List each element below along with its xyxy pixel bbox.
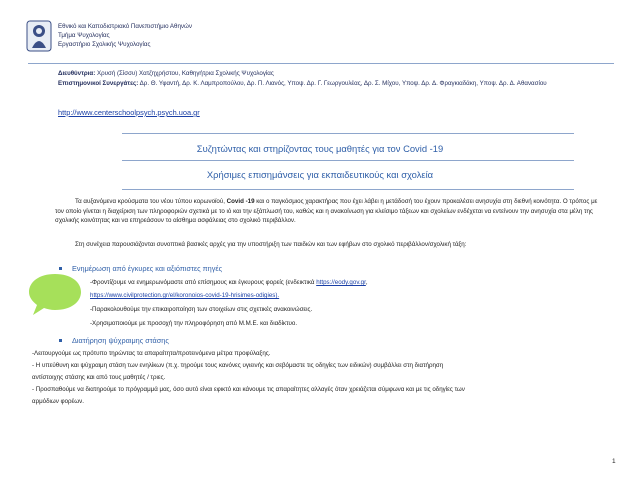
collaborators-value: Δρ. Θ. Υφαντή, Δρ. Κ. Λαμπροπούλου, Δρ. Π. Λιανός, Υποψ. Δρ. Γ. Γεωργουλέας, Δρ. Σ. Μίχου, Υποψ. Δρ. Δ. Φραγκιαδάκη, Υποψ. Δρ. Δ. Αθανασίου — [138, 80, 547, 87]
section2-line-5: αρμόδιων φορέων. — [32, 398, 84, 405]
organization-block — [58, 22, 192, 49]
page-title: Συζητώντας και στηρίζοντας τους μαθητές για τον Covid -19 — [196, 143, 444, 154]
intro-text-1: Τα αυξανόμενα κρούσματα του νέου τύπου κορωνοϊού, — [75, 198, 227, 205]
section2-line-4: - Προσπαθούμε να διατηρούμε το πρόγραμμά μας, όσο αυτό είναι εφικτό και κάνουμε τις απαραίτητες αλλαγές όταν χρειάζεται σύμφωνα και με τις οδηγίες των — [32, 386, 465, 393]
university-logo-icon — [26, 20, 52, 52]
section1-heading-text: Ενημέρωση από έγκυρες και αξιόπιστες πηγές — [72, 264, 223, 273]
section2-line-3: αντίστοιχης στάσης και από τους μαθητές / τριες. — [32, 374, 166, 381]
title-divider-bottom — [122, 189, 574, 190]
civilprotection-link[interactable]: https://www.civilprotection.gr/el/koronoios-covid-19-hrisimes-odigies). — [90, 292, 280, 299]
page-subtitle: Χρήσιμες επισημάνσεις για εκπαιδευτικούς και σχολεία — [206, 169, 434, 180]
intro-covid-bold: Covid -19 — [226, 198, 255, 205]
header-divider — [28, 63, 614, 64]
intro-text-2: και ο παγκόσμιος χαρακτήρας που έχει λάβει η μετάδοσή του έχουν προκαλέσει ανησυχία στη διεθνή κοινότητα. Ο τρόπος με τον οποίο γίνεται η διαχείριση των πληροφοριών σχετικά με το ιό και την εξάπλωσή του, καθώς και η ανακοίνωση για κλείσιμο τάξεων και σχολείων ενδέχεται να εντείνουν την ανησυχία στα μέλη της σχολικής κοινότητας και να επηρεάσουν το αίσθημα ασφάλειας στο σχολικό περιβάλλον. — [55, 198, 598, 225]
title-divider-top — [122, 133, 574, 134]
eody-link[interactable]: https://eody.gov.gr — [316, 279, 366, 286]
director-label: Διευθύντρια: — [58, 70, 96, 77]
org-line-lab: Εργαστήριο Σχολικής Ψυχολογίας — [58, 41, 151, 48]
section2-line-2: - Η υπεύθυνη και ψύχραιμη στάση των ενηλίκων (π.χ. τηρούμε τους κανόνες υγιεινής και σεβόμαστε τις οδηγίες των ειδικών) συμβάλλει στη διατήρηση — [32, 362, 444, 369]
section2-heading — [59, 336, 169, 345]
title-divider-middle — [122, 160, 574, 161]
staff-block — [58, 69, 547, 89]
intro-paragraph-2 — [55, 240, 607, 250]
org-line-department: Τμήμα Ψυχολογίας — [58, 32, 110, 39]
section1-line-1: -Φροντίζουμε να ενημερωνόμαστε από επίσημους και έγκυρους φορείς (ενδεικτικά https://eody.gov.gr, — [90, 279, 368, 286]
director-value: Χρυσή (Σίσσυ) Χατζηχρήστου, Καθηγήτρια Σχολικής Ψυχολογίας — [95, 70, 274, 77]
section2-line-1: -Λειτουργούμε ως πρότυπο τηρώντας τα απαραίτητα/προτεινόμενα μέτρα προφύλαξης. — [32, 350, 271, 357]
bullet-square-icon — [59, 339, 62, 342]
section1-line-3: -Παρακολουθούμε την επικαιροποίηση των στοιχείων στις σχετικές ανακοινώσεις. — [90, 306, 313, 313]
speech-bubble-icon — [25, 270, 85, 318]
intro-paragraph — [55, 197, 607, 226]
website-link[interactable]: http://www.centerschoolpsych.psych.uoa.gr — [58, 108, 200, 117]
section1-line-4: -Χρησιμοποιούμε με προσοχή την πληροφόρηση από Μ.Μ.Ε. και διαδίκτυο. — [90, 320, 298, 327]
collaborators-label: Επιστημονικοί Συνεργάτες: — [58, 80, 139, 87]
section2-heading-text: Διατήρηση ψύχραιμης στάσης — [72, 336, 169, 345]
intro-text-3: Στη συνέχεια παρουσιάζονται συνοπτικά βασικές αρχές για την υποστήριξη των παιδιών και των εφήβων στο σχολικό περιβάλλον/σχολική τάξη: — [75, 241, 467, 248]
page-number: 1 — [612, 458, 616, 465]
org-line-university: Εθνικό και Καποδιστριακό Πανεπιστήμιο Αθηνών — [58, 23, 192, 30]
